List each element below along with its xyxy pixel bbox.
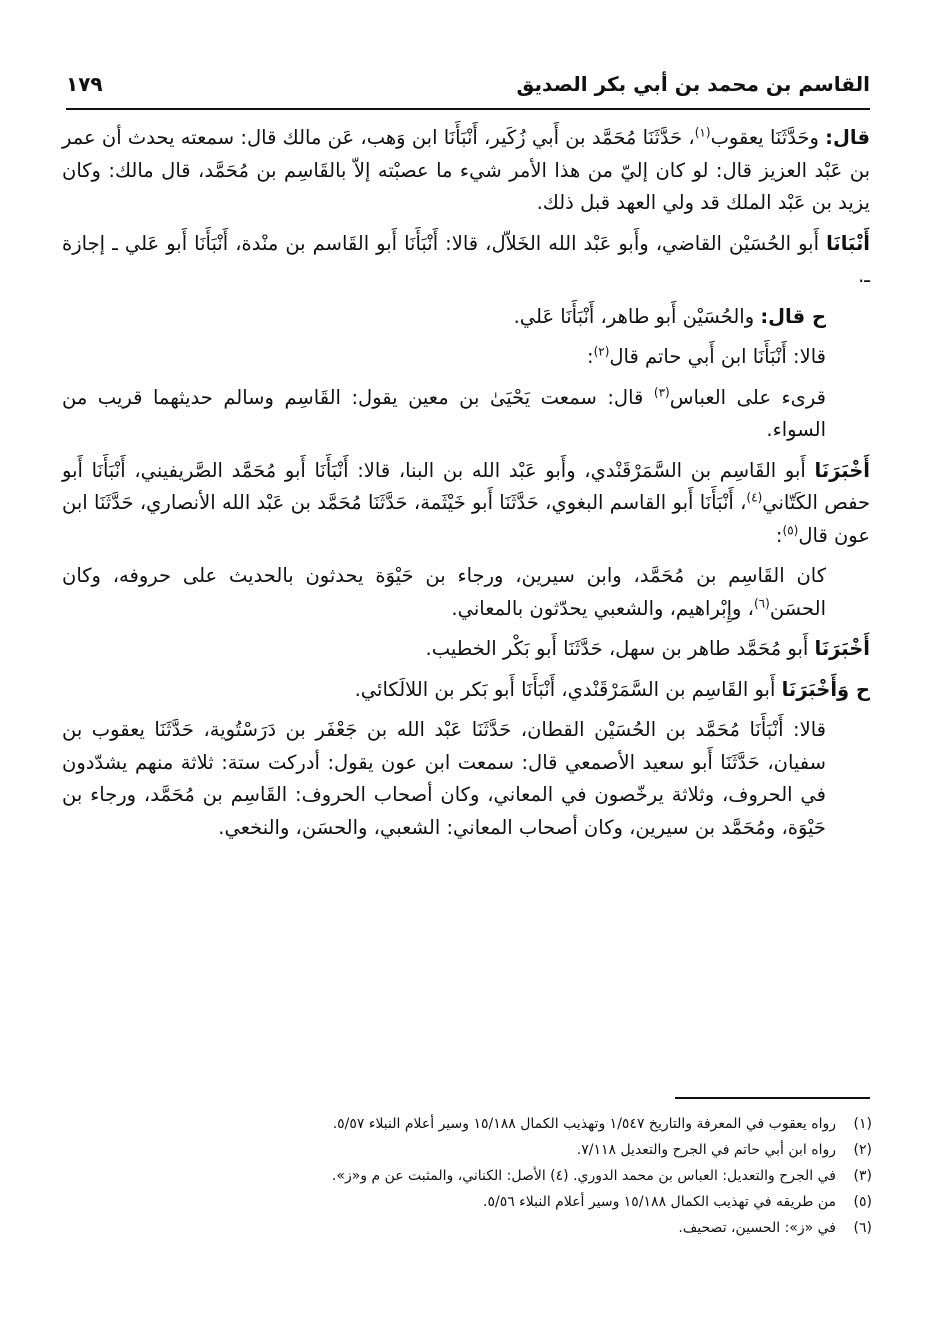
paragraph-text: قالا: أَنْبَأَنَا ابن أَبي حاتم قال (609, 345, 826, 368)
footnote-item (150, 1137, 872, 1163)
running-header (66, 66, 870, 108)
paragraph-lead: أَخْبَرَنَا (814, 458, 870, 482)
paragraph (62, 122, 870, 220)
footnote-reference: (٢) (593, 344, 610, 359)
footnote-number: (٦) (853, 1220, 872, 1236)
footnote-text: في «ز»: الحسين، تصحيف. (678, 1220, 836, 1236)
footnote-item (150, 1163, 872, 1189)
paragraph-text: والحُسَيْن أَبو طاهر، أَنْبَأَنَا عَلي. (513, 304, 761, 328)
paragraph-lead: ح وَأَخْبَرَنَا (781, 677, 870, 701)
paragraph-lead: أَخْبَرَنَا (814, 637, 870, 660)
footnote-number: (٢) (853, 1142, 872, 1158)
footnote-reference: (٦) (753, 596, 770, 610)
paragraph-text: أَبو القَاسِم بن السَّمَرْقَنْدي، وأَبو عَبْد الله بن البنا، قالا: أَنْبَأَنَا أَبو مُحَمَّد الصَّريفيني، أَنْبَأَنَا أَبو حفص الكَتّاني (62, 458, 871, 514)
paragraph (62, 714, 870, 844)
footnote-text: من طريقه في تهذيب الكمال ١٥/١٨٨ وسير أعلام النبلاء ٥/٥٦. (483, 1194, 836, 1210)
paragraph (62, 455, 870, 553)
running-title: القاسم بن محمد بن أبي بكر الصديق (516, 72, 870, 96)
page-number: ١٧٩ (66, 72, 103, 96)
footnote-text: رواه يعقوب في المعرفة والتاريخ ١/٥٤٧ وتهذيب الكمال ١٥/١٨٨ وسير أعلام النبلاء ٥/٥٧. (332, 1116, 836, 1132)
paragraph-lead: ح قال: (760, 304, 826, 328)
paragraph-text: أَبو القَاسِم بن السَّمَرْقَنْدي، أَنْبَأَنَا أَبو بَكر بن اللالَكائي. (354, 677, 782, 701)
footnote-item (150, 1215, 872, 1241)
footnote-item (150, 1189, 872, 1215)
footnote-item (150, 1111, 872, 1137)
paragraph (62, 341, 870, 374)
paragraph-lead: قال: (825, 126, 870, 149)
paragraph-text: وحَدَّثَنَا يعقوب (710, 126, 826, 149)
footnote-reference: (١) (694, 125, 711, 140)
paragraph-text: : (775, 523, 783, 547)
paragraph-text: قال: سمعت يَحْيَىٰ بن معين يقول: القَاسِم وسالم حديثهما قريب من السواء. (62, 385, 826, 441)
header-divider (66, 108, 870, 110)
paragraph-text: أَبو الحُسَيْن القاضي، وأَبو عَبْد الله الخَلاّل، قالا: أَنْبَأَنَا أَبو القَاسم بن منْدة، أَنْبَأَنَا أَبو عَلي ـ إجازة ـ. (62, 231, 870, 287)
paragraph (62, 382, 870, 447)
paragraph (62, 633, 870, 666)
paragraph-text: كان القَاسِم بن مُحَمَّد، وابن سيرين، ورجاء بن حَيْوَة يحدثون بالحديث على حروفه، وكان الحسَن (62, 564, 826, 620)
footnote-number: (٣) (853, 1168, 872, 1184)
footnote-text: رواه ابن أبي حاتم في الجرح والتعديل ٧/١١٨. (576, 1142, 836, 1158)
footnote-reference: (٥) (782, 523, 799, 537)
paragraph (62, 674, 870, 707)
footnote-text: في الجرح والتعديل: العباس بن محمد الدوري. (٤) الأصل: الكناني، والمثبت عن م و«ز». (331, 1168, 836, 1184)
footnote-divider (675, 1097, 870, 1099)
paragraph-text: : (586, 345, 594, 368)
paragraph-text: أَبو مُحَمَّد طاهر بن سهل، حَدَّثَنَا أَبو بَكْر الخطيب. (425, 637, 815, 660)
paragraph-lead: أَنْبَانَا (826, 231, 870, 255)
footnotes (150, 1111, 872, 1241)
footnote-number: (١) (853, 1116, 872, 1132)
paragraph (62, 228, 870, 293)
paragraph-text: ، حَدَّثَنَا مُحَمَّد بن أَبي زُكَير، أَنْبَأَنَا ابن وَهب، عَن مالك قال: سمعته يحدث أن عمر بن عَبْد العزيز قال: لو كان إليّ من هذا الأمر شيء ما عصبْته إلاّ بالقَاسِم بن مُحَمَّد، قال مالك: وكان يزيد بن عَبْد الملك قد ولي العهد قبل ذلك. (62, 126, 870, 214)
footnote-reference: (٣) (653, 385, 670, 399)
paragraph-text: قرىء على العباس (669, 385, 826, 409)
main-text (62, 122, 870, 852)
paragraph-text: ، وإِبْراهيم، والشعبي يحدّثون بالمعاني. (451, 596, 754, 620)
paragraph (62, 560, 870, 625)
footnote-number: (٥) (853, 1194, 872, 1210)
paragraph (62, 301, 870, 334)
footnote-reference: (٤) (746, 490, 763, 505)
paragraph-text: قالا: أَنْبَأَنَا مُحَمَّد بن الحُسَيْن القطان، حَدَّثَنَا عَبْد الله بن جَعْفَر بن دَرَسْتُوية، حَدَّثَنَا يعقوب بن سفيان، حَدَّثَنَا أَبو سعيد الأصمعي قال: سمعت ابن عون يقول: أدركت ستة: ثلاثة منهم يشدّدون في الحروف، وثلاثة يرخّصون في المعاني، وكان أصحاب الحروف: القَاسِم بن مُحَمَّد، ورجاء بن حَيْوَة، ومُحَمَّد بن سيرين، وكان أصحاب المعاني: الشعبي، والحسَن، والنخعي. (62, 718, 826, 839)
paragraph-text: ، أَنْبَأَنَا أَبو القاسم البغوي، حَدَّثَنَا أَبو خَيْثَمة، حَدَّثَنَا مُحَمَّد بن عَبْد الله الأنصاري، حَدَّثَنَا ابن عون قال (62, 491, 870, 547)
